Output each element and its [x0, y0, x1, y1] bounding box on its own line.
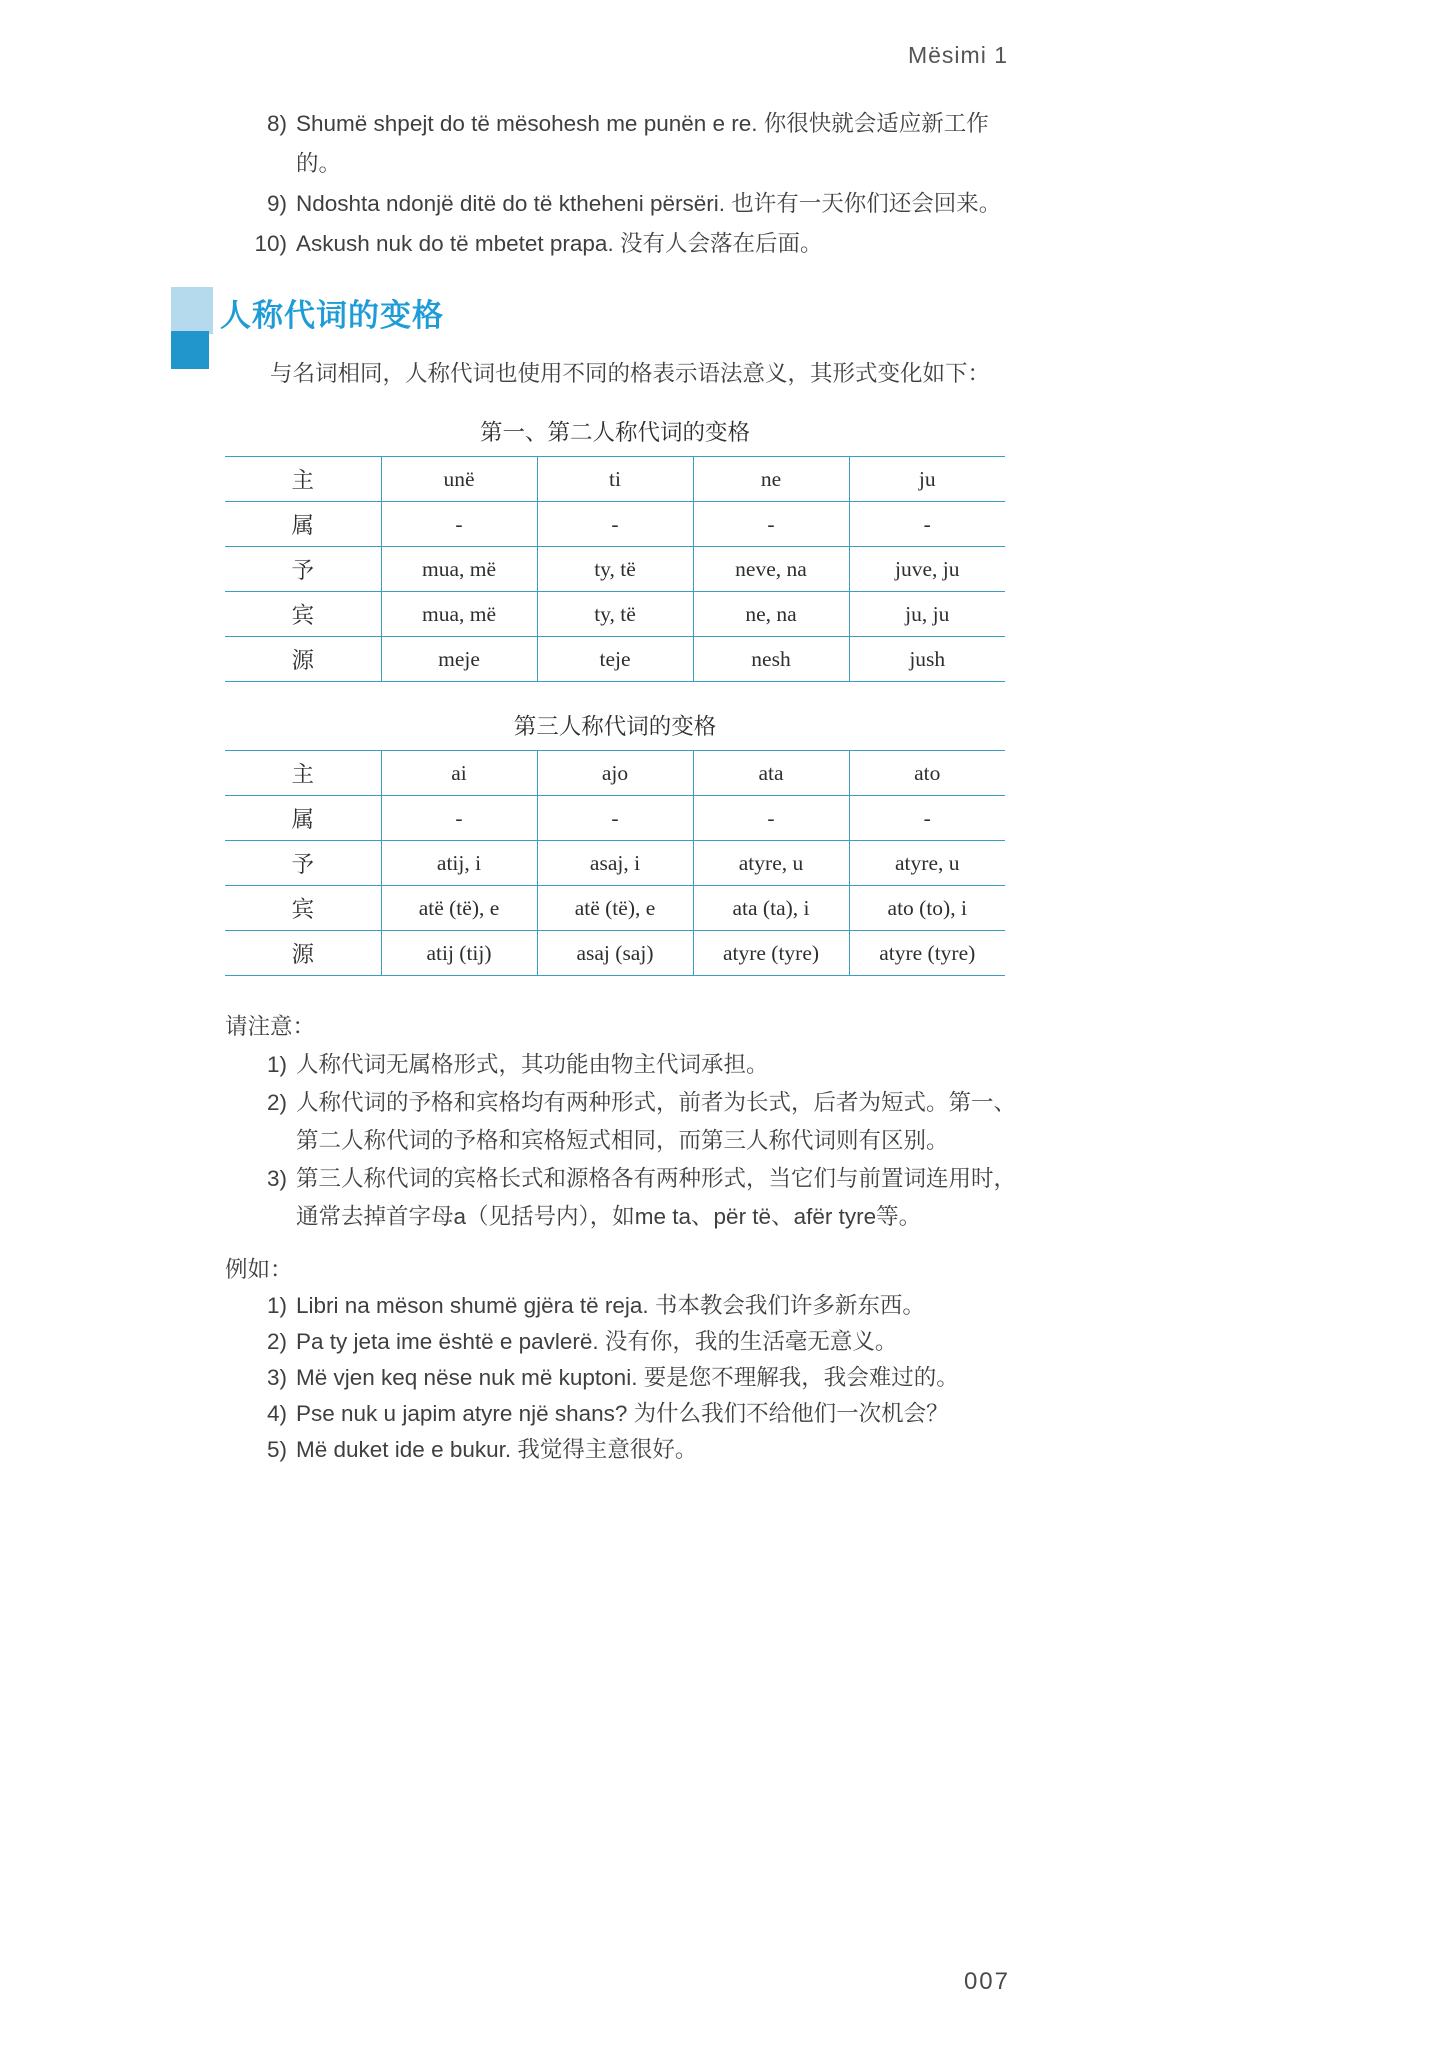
table-cell: 宾 — [225, 886, 381, 931]
table-cell: atyre, u — [849, 841, 1005, 886]
example-item — [225, 1360, 1025, 1396]
table-cell: - — [537, 502, 693, 547]
note-item — [225, 1084, 1025, 1160]
table-cell: ai — [381, 751, 537, 796]
example-number: 4) — [266, 1401, 287, 1426]
table-cell: atyre (tyre) — [693, 931, 849, 976]
section-title: 人称代词的变格 — [220, 298, 444, 333]
table-cell: atyre (tyre) — [849, 931, 1005, 976]
table-cell: ju, ju — [849, 592, 1005, 637]
notes-section — [225, 1008, 1025, 1236]
page-number: 007 — [963, 1968, 1010, 1995]
list-item-number: 9) — [266, 191, 287, 216]
table-cell: asaj (saj) — [537, 931, 693, 976]
table-cell: mua, më — [381, 547, 537, 592]
examples-section — [225, 1252, 1025, 1468]
section-marker-light-icon — [171, 287, 213, 334]
table-cell: neve, na — [693, 547, 849, 592]
note-text: 人称代词的予格和宾格均有两种形式，前者为长式，后者为短式。第一、第二人称代词的予格和宾格短式相同，而第三人称代词则有区别。 — [296, 1090, 1017, 1153]
table-cell: ne, na — [693, 592, 849, 637]
example-number: 3) — [266, 1365, 287, 1390]
table-cell: mua, më — [381, 592, 537, 637]
pronoun-table-1-block — [225, 420, 1005, 682]
table-row — [225, 931, 1005, 976]
table-cell: 主 — [225, 457, 381, 502]
table-caption: 第三人称代词的变格 — [513, 714, 717, 739]
table-cell: 源 — [225, 637, 381, 682]
table-row — [225, 796, 1005, 841]
table-cell: ato — [849, 751, 1005, 796]
list-item-text: Askush nuk do të mbetet prapa. 没有人会落在后面。 — [296, 231, 823, 256]
note-item — [225, 1160, 1025, 1236]
example-item — [225, 1396, 1025, 1432]
note-item — [225, 1046, 1025, 1084]
example-text: Libri na mëson shumë gjëra të reja. 书本教会我们许多新东西。 — [296, 1293, 925, 1318]
table-cell: - — [537, 796, 693, 841]
examples-label: 例如： — [225, 1257, 293, 1282]
table-cell: ti — [537, 457, 693, 502]
example-number: 2) — [266, 1329, 287, 1354]
note-number: 2) — [266, 1090, 287, 1115]
table-cell: - — [849, 796, 1005, 841]
table-cell: asaj, i — [537, 841, 693, 886]
example-text: Më vjen keq nëse nuk më kuptoni. 要是您不理解我，我会难过的。 — [296, 1365, 959, 1390]
table-cell: 源 — [225, 931, 381, 976]
example-text: Pse nuk u japim atyre një shans? 为什么我们不给他们一次机会？ — [296, 1401, 949, 1426]
example-number: 1) — [266, 1293, 287, 1318]
section-intro: 与名词相同，人称代词也使用不同的格表示语法意义，其形式变化如下： — [270, 361, 991, 386]
table-cell: ato (to), i — [849, 886, 1005, 931]
running-head: Mësimi 1 — [907, 42, 1008, 68]
table-cell: 属 — [225, 796, 381, 841]
list-item — [225, 104, 1025, 184]
table-row — [225, 637, 1005, 682]
table-cell: - — [693, 502, 849, 547]
table-cell: atyre, u — [693, 841, 849, 886]
table-row — [225, 547, 1005, 592]
note-text: 第三人称代词的宾格长式和源格各有两种形式，当它们与前置词连用时，通常去掉首字母a（见括号内），如me ta、për të、afër tyre等。 — [296, 1166, 1017, 1229]
pronoun-table-2-block — [225, 714, 1005, 976]
table-cell: 属 — [225, 502, 381, 547]
table-row — [225, 841, 1005, 886]
table-cell: juve, ju — [849, 547, 1005, 592]
table-cell: ata — [693, 751, 849, 796]
table-cell: ata (ta), i — [693, 886, 849, 931]
table-cell: nesh — [693, 637, 849, 682]
list-item — [225, 224, 1025, 264]
table-cell: atij, i — [381, 841, 537, 886]
table-cell: 主 — [225, 751, 381, 796]
table-cell: ty, të — [537, 547, 693, 592]
table-cell: ju — [849, 457, 1005, 502]
table-cell: - — [381, 502, 537, 547]
table-cell: teje — [537, 637, 693, 682]
example-number: 5) — [266, 1437, 287, 1462]
table-cell: - — [381, 796, 537, 841]
table-row — [225, 751, 1005, 796]
table-cell: 宾 — [225, 592, 381, 637]
table-cell: unë — [381, 457, 537, 502]
table-cell: atë (të), e — [381, 886, 537, 931]
table-cell: atë (të), e — [537, 886, 693, 931]
list-item-text: Ndoshta ndonjë ditë do të ktheheni përsëri. 也许有一天你们还会回来。 — [296, 191, 1002, 216]
pronoun-table-2 — [225, 750, 1005, 976]
table-row — [225, 592, 1005, 637]
example-text: Pa ty jeta ime është e pavlerë. 没有你，我的生活毫无意义。 — [296, 1329, 898, 1354]
list-item — [225, 184, 1025, 224]
example-item — [225, 1288, 1025, 1324]
table-cell: meje — [381, 637, 537, 682]
table-cell: 予 — [225, 547, 381, 592]
list-item-number: 8) — [266, 111, 287, 136]
table-row — [225, 502, 1005, 547]
example-item — [225, 1324, 1025, 1360]
table-cell: ty, të — [537, 592, 693, 637]
example-item — [225, 1432, 1025, 1468]
section-marker-dark-icon — [171, 331, 209, 369]
table-cell: ajo — [537, 751, 693, 796]
note-number: 1) — [266, 1052, 287, 1077]
sentence-list-top — [225, 104, 1025, 264]
table-cell: 予 — [225, 841, 381, 886]
table-cell: atij (tij) — [381, 931, 537, 976]
list-item-number: 10) — [254, 231, 287, 256]
example-text: Më duket ide e bukur. 我觉得主意很好。 — [296, 1437, 698, 1462]
table-cell: ne — [693, 457, 849, 502]
table-cell: jush — [849, 637, 1005, 682]
note-number: 3) — [266, 1166, 287, 1191]
table-row — [225, 886, 1005, 931]
table-cell: - — [849, 502, 1005, 547]
table-cell: - — [693, 796, 849, 841]
table-caption: 第一、第二人称代词的变格 — [479, 420, 750, 445]
list-item-text: Shumë shpejt do të mësohesh me punën e re. 你很快就会适应新工作的。 — [296, 111, 989, 176]
table-row — [225, 457, 1005, 502]
pronoun-table-1 — [225, 456, 1005, 682]
note-text: 人称代词无属格形式，其功能由物主代词承担。 — [296, 1052, 769, 1077]
notes-label: 请注意： — [225, 1014, 316, 1039]
